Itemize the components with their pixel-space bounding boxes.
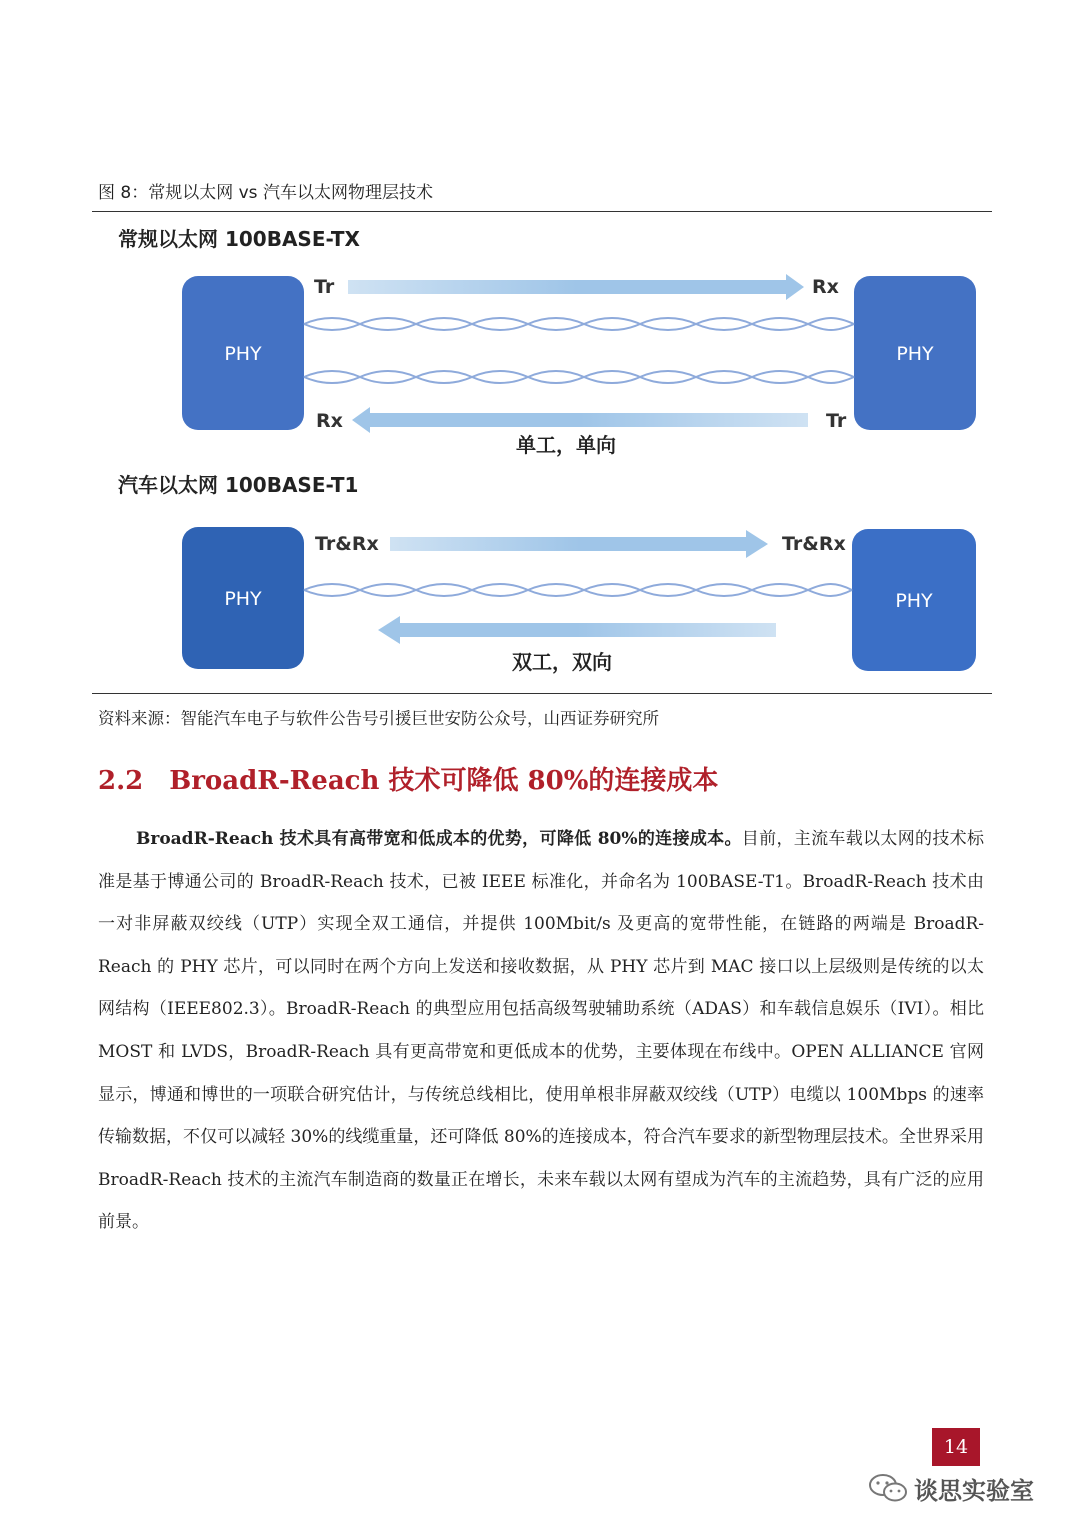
section-title-text: BroadR-Reach 技术可降低 80%的连接成本 <box>169 766 719 796</box>
t1-arrow1-right-label: Tr&Rx <box>782 533 846 555</box>
t1-right-phy-label: PHY <box>895 590 933 612</box>
tx-right-phy-label: PHY <box>896 343 934 365</box>
figure-caption: 图 8：常规以太网 vs 汽车以太网物理层技术 <box>98 183 433 203</box>
tx-title: 常规以太网 100BASE-TX <box>118 227 360 251</box>
tx-wire-a2 <box>304 318 854 330</box>
t1-arrow-right <box>390 530 768 558</box>
section-heading <box>98 760 718 797</box>
tx-mode-label: 单工，单向 <box>516 433 616 457</box>
tx-wire-b2 <box>304 371 854 383</box>
tx-arrow1-left-label: Tr <box>314 276 335 298</box>
watermark-text: 谈思实验室 <box>914 1476 1034 1505</box>
t1-left-phy-label: PHY <box>224 588 262 610</box>
tx-arrow1-right-label: Rx <box>812 276 839 298</box>
tx-arrow-left <box>352 407 808 433</box>
t1-mode-label: 双工，双向 <box>512 650 612 674</box>
paragraph-lead: BroadR-Reach 技术具有高带宽和低成本的优势，可降低 80%的连接成本。 <box>136 829 742 849</box>
watermark <box>868 1468 1034 1508</box>
body-paragraph <box>98 818 984 1244</box>
tx-wire-a1 <box>304 318 854 330</box>
phy-layer-diagram <box>92 214 992 694</box>
tx-arrow2-right-label: Tr <box>826 410 847 432</box>
t1-arrow-left <box>378 616 776 644</box>
caption-rule <box>92 211 992 212</box>
tx-left-phy-label: PHY <box>224 343 262 365</box>
t1-wire-2 <box>304 584 852 596</box>
t1-title: 汽车以太网 100BASE-T1 <box>118 473 359 497</box>
t1-wire-1 <box>304 584 852 596</box>
paragraph-body: 目前，主流车载以太网的技术标准是基于博通公司的 BroadR-Reach 技术，已被 IEEE 标准化，并命名为 100BASE-T1。BroadR-Reach 技术由一对非屏蔽双绞线（UTP）实现全双工通信，并提供 100Mbit/s 及更高的宽带性能，在链路的两端是 BroadR-Reach 的 PHY 芯片，可以同时在两个方向上发送和接收数据，从 PHY 芯片到 MAC 接口以上层级则是传统的以太网结构（IEEE802.3）。BroadR-Reach 的典型应用包括高级驾驶辅助系统（ADAS）和车载信息娱乐（IVI）。相比 MOST 和 LVDS，BroadR-Reach 具有更高带宽和更低成本的优势，主要体现在布线中。OPEN ALLIANCE 官网显示，博通和博世的一项联合研究估计，与传统总线相比，使用单根非屏蔽双绞线（UTP）电缆以 100Mbps 的速率传输数据，不仅可以减轻 30%的线缆重量，还可降低 80%的连接成本，符合汽车要求的新型物理层技术。全世界采用 BroadR-Reach 技术的主流汽车制造商的数量正在增长，未来车载以太网有望成为汽车的主流趋势，具有广泛的应用前景。 <box>98 829 984 1233</box>
page-number: 14 <box>932 1428 980 1466</box>
tx-arrow2-left-label: Rx <box>316 410 343 432</box>
section-number: 2.2 <box>98 766 144 796</box>
source-rule <box>92 693 992 694</box>
tx-arrow-right <box>348 274 804 300</box>
t1-arrow1-left-label: Tr&Rx <box>315 533 379 555</box>
wechat-icon <box>868 1473 908 1503</box>
figure-source: 资料来源：智能汽车电子与软件公告号引援巨世安防公众号，山西证券研究所 <box>98 709 659 728</box>
tx-wire-b1 <box>304 371 854 383</box>
